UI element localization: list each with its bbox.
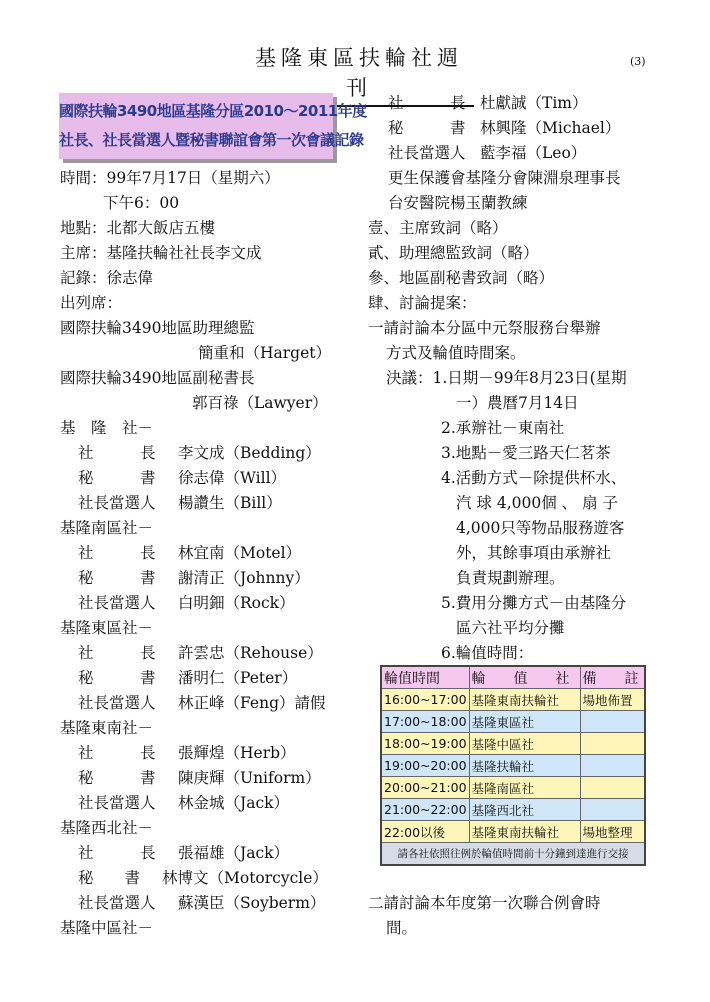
resolution-line: 一）農曆7月14日 bbox=[456, 394, 579, 412]
cell-note: 場地佈置 bbox=[580, 689, 645, 711]
member-name: 白明鈿（Rock） bbox=[178, 594, 295, 612]
member-row bbox=[78, 493, 282, 513]
resolution-line: 4,000只等物品服務遊客 bbox=[456, 519, 625, 537]
cell-time: 19:00~20:00 bbox=[381, 755, 469, 777]
member-name: 蘇漢臣（Soyberm） bbox=[178, 894, 326, 912]
member-role: 秘 書 bbox=[78, 569, 156, 587]
cell-note bbox=[580, 711, 645, 733]
member-name: 謝清正（Johnny） bbox=[178, 569, 310, 587]
cell-time: 16:00~17:00 bbox=[381, 689, 469, 711]
member-row bbox=[78, 693, 326, 713]
cell-time: 18:00~19:00 bbox=[381, 733, 469, 755]
deputy-secretary-name: 郭百祿（Lawyer） bbox=[192, 394, 328, 412]
club-heading: 基 隆 社－ bbox=[60, 419, 154, 437]
meta-chair: 主席：基隆扶輪社社長李文成 bbox=[60, 244, 262, 262]
club-heading: 基隆南區社－ bbox=[60, 519, 154, 537]
meta-place: 地點：北都大飯店五樓 bbox=[60, 219, 216, 237]
agenda-item: 肆、討論提案： bbox=[368, 294, 477, 312]
cell-time: 21:00~22:00 bbox=[381, 799, 469, 821]
member-role: 秘 書 bbox=[78, 669, 156, 687]
resolution-line: 負責規劃辦理。 bbox=[456, 569, 565, 587]
meta-time-2: 下午6：00 bbox=[103, 194, 180, 212]
table-row bbox=[381, 821, 645, 843]
member-role: 社 長 bbox=[78, 444, 156, 462]
member-name: 李文成（Bedding） bbox=[178, 444, 321, 462]
member-role: 社 長 bbox=[78, 644, 156, 662]
headline-banner bbox=[59, 93, 367, 159]
cell-club: 基隆東南扶輪社 bbox=[469, 689, 580, 711]
member-name: 楊讚生（Bill） bbox=[178, 494, 282, 512]
member-row bbox=[78, 568, 310, 588]
club-heading: 基隆東南社－ bbox=[60, 719, 154, 737]
page-header-title: 基隆東區扶輪社週刊 bbox=[244, 42, 474, 107]
table-row bbox=[381, 689, 645, 711]
cell-club: 基隆東南扶輪社 bbox=[469, 821, 580, 843]
guest-line: 台安醫院楊玉蘭教練 bbox=[388, 194, 528, 212]
resolution-line: 3.地點－愛三路天仁茗茶 bbox=[441, 444, 611, 462]
table-row bbox=[381, 755, 645, 777]
member-role: 社長當選人 bbox=[78, 494, 156, 512]
table-footnote: 請各社依照往例於輪值時間前十分鐘到達進行交接 bbox=[381, 843, 645, 866]
member-name: 林博文（Motorcycle） bbox=[162, 869, 328, 887]
meta-attendees: 出列席： bbox=[60, 294, 123, 312]
member-role: 社長當選人 bbox=[78, 894, 156, 912]
cell-note: 場地整理 bbox=[580, 821, 645, 843]
agenda-item: 壹、主席致詞（略） bbox=[368, 219, 508, 237]
resolution-line: 汽 球 4,000個 、 扇 子 bbox=[456, 494, 619, 512]
cell-note bbox=[580, 733, 645, 755]
resolution-line: 區六社平均分攤 bbox=[456, 619, 565, 637]
headline-line-1: 國際扶輪3490地區基隆分區2010～2011年度 bbox=[59, 102, 367, 120]
resolution-line: 4.活動方式－除提供杯水、 bbox=[441, 469, 627, 487]
member-row bbox=[78, 793, 289, 813]
member-row bbox=[78, 768, 321, 788]
member-name: 陳庚輝（Uniform） bbox=[178, 769, 321, 787]
member-role: 秘 書 bbox=[78, 469, 156, 487]
headline-line-2: 社長、社長當選人暨秘書聯誼會第一次會議記錄 bbox=[59, 131, 364, 149]
member-row bbox=[78, 593, 295, 613]
table-row bbox=[381, 711, 645, 733]
member-name: 許雲忠（Rehouse） bbox=[178, 644, 323, 662]
duty-schedule-table bbox=[380, 665, 646, 866]
member-name: 林正峰（Feng）請假 bbox=[178, 694, 326, 712]
member-row bbox=[78, 843, 289, 863]
assistant-governor-name: 簡重和（Harget） bbox=[198, 344, 331, 362]
member-role: 秘 書 bbox=[78, 869, 141, 887]
member-row bbox=[78, 443, 321, 463]
cell-time: 22:00以後 bbox=[381, 821, 469, 843]
member-row bbox=[78, 893, 325, 913]
proposal-2: 二請討論本年度第一次聯合例會時 bbox=[368, 894, 601, 912]
club-heading: 基隆中區社－ bbox=[60, 919, 154, 937]
column-header: 輪值時間 bbox=[381, 666, 469, 689]
member-name: 徐志偉（Will） bbox=[178, 469, 287, 487]
member-row bbox=[78, 743, 296, 763]
column-header: 備 註 bbox=[580, 666, 645, 689]
member-row bbox=[78, 643, 323, 663]
member-role: 秘 書 bbox=[78, 769, 156, 787]
member-role: 社 長 bbox=[388, 94, 466, 112]
resolution-line: 6.輪值時間： bbox=[441, 644, 534, 662]
member-role: 社長當選人 bbox=[388, 144, 466, 162]
proposal-2-cont: 間。 bbox=[386, 919, 418, 937]
meta-recorder: 記錄：徐志偉 bbox=[60, 269, 154, 287]
club-heading: 基隆東區社－ bbox=[60, 619, 154, 637]
column-header: 輪 值 社 bbox=[469, 666, 580, 689]
member-role: 社長當選人 bbox=[78, 694, 156, 712]
member-name: 林金城（Jack） bbox=[178, 794, 290, 812]
table-footnote-row bbox=[381, 843, 645, 866]
member-role: 社 長 bbox=[78, 844, 156, 862]
member-row bbox=[78, 668, 297, 688]
meta-time: 時間：99年7月17日（星期六） bbox=[60, 169, 280, 187]
member-role: 社長當選人 bbox=[78, 794, 156, 812]
table-row bbox=[381, 733, 645, 755]
member-row bbox=[388, 118, 620, 138]
table-row bbox=[381, 799, 645, 821]
member-row bbox=[78, 868, 328, 888]
proposal-1-cont: 方式及輪值時間案。 bbox=[386, 344, 526, 362]
cell-time: 20:00~21:00 bbox=[381, 777, 469, 799]
resolution-line: 2.承辦社－東南社 bbox=[441, 419, 565, 437]
cell-note bbox=[580, 799, 645, 821]
member-name: 林興隆（Michael） bbox=[480, 119, 621, 137]
table-row bbox=[381, 777, 645, 799]
member-role: 秘 書 bbox=[388, 119, 466, 137]
member-name: 杜獻誠（Tim） bbox=[480, 94, 588, 112]
resolution-label: 決議：1.日期－99年8月23日(星期 bbox=[386, 369, 627, 387]
assistant-governor-title: 國際扶輪3490地區助理總監 bbox=[60, 319, 255, 337]
agenda-item: 貳、助理總監致詞（略） bbox=[368, 244, 539, 262]
proposal-1: 一請討論本分區中元祭服務台舉辦 bbox=[368, 319, 601, 337]
cell-club: 基隆扶輪社 bbox=[469, 755, 580, 777]
table-header-row bbox=[381, 666, 645, 689]
member-name: 潘明仁（Peter） bbox=[178, 669, 298, 687]
member-row bbox=[388, 143, 586, 163]
member-row bbox=[78, 468, 286, 488]
resolution-line: 5.費用分攤方式－由基隆分 bbox=[441, 594, 627, 612]
cell-club: 基隆東區社 bbox=[469, 711, 580, 733]
deputy-secretary-title: 國際扶輪3490地區副秘書長 bbox=[60, 369, 255, 387]
resolution-line: 外，其餘事項由承辦社 bbox=[456, 544, 612, 562]
page-number: (3) bbox=[630, 55, 646, 68]
member-name: 張福雄（Jack） bbox=[178, 844, 290, 862]
cell-club: 基隆南區社 bbox=[469, 777, 580, 799]
member-row bbox=[388, 93, 588, 113]
cell-time: 17:00~18:00 bbox=[381, 711, 469, 733]
member-name: 藍李福（Leo） bbox=[480, 144, 587, 162]
member-name: 林宜南（Motel） bbox=[178, 544, 302, 562]
cell-club: 基隆中區社 bbox=[469, 733, 580, 755]
member-role: 社 長 bbox=[78, 744, 156, 762]
member-name: 張輝煌（Herb） bbox=[178, 744, 296, 762]
cell-club: 基隆西北社 bbox=[469, 799, 580, 821]
member-role: 社 長 bbox=[78, 544, 156, 562]
member-role: 社長當選人 bbox=[78, 594, 156, 612]
guest-line: 更生保護會基隆分會陳淵泉理事長 bbox=[388, 169, 621, 187]
cell-note bbox=[580, 755, 645, 777]
member-row bbox=[78, 543, 301, 563]
cell-note bbox=[580, 777, 645, 799]
club-heading: 基隆西北社－ bbox=[60, 819, 154, 837]
agenda-item: 參、地區副秘書致詞（略） bbox=[368, 269, 555, 287]
